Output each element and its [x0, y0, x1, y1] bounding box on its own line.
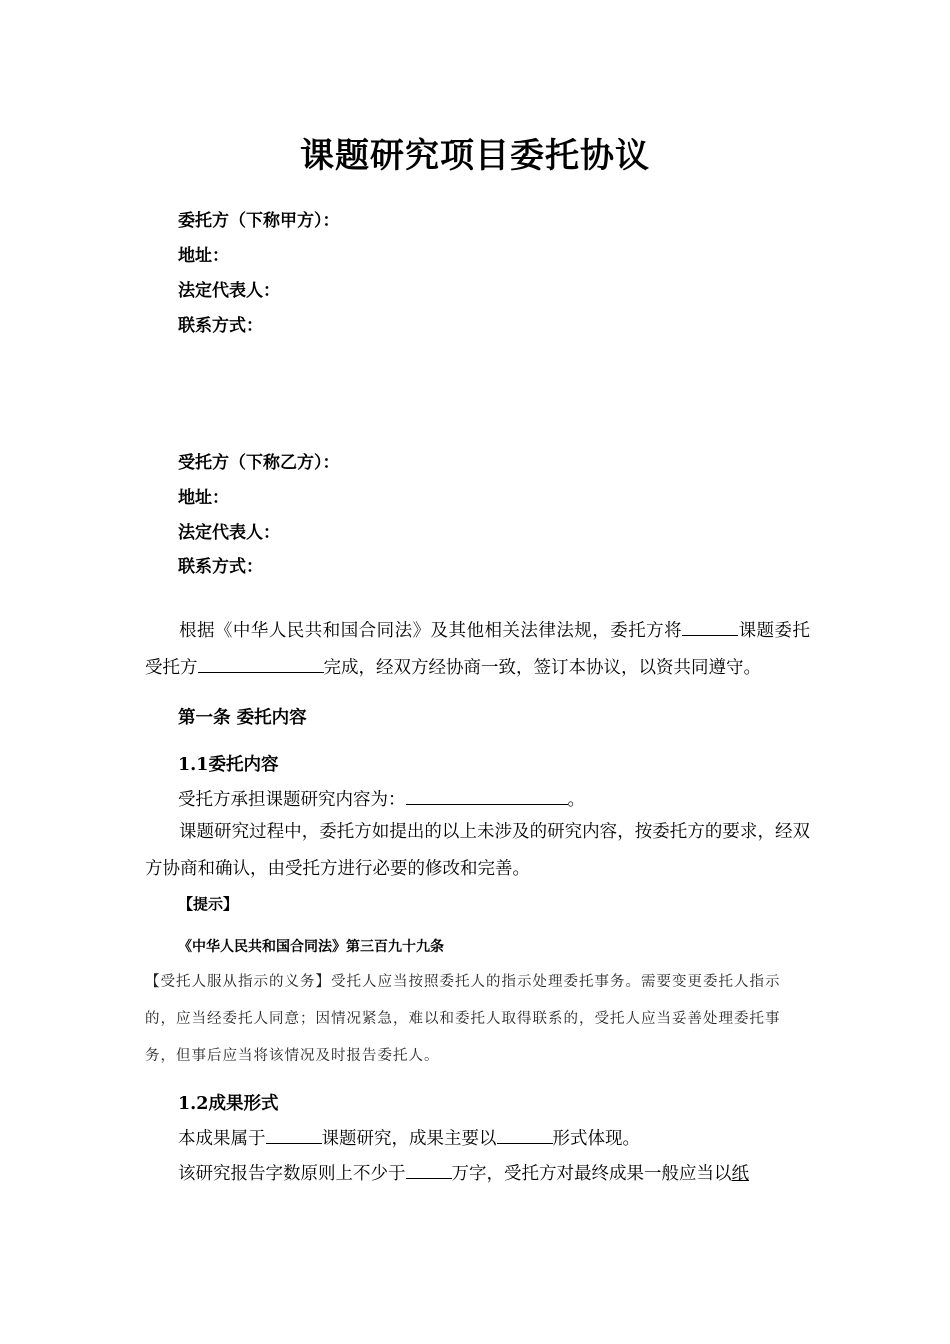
section-1-2-line2: [178, 1160, 749, 1185]
s12-line2-a: 该研究报告字数原则上不少于: [178, 1164, 406, 1184]
tip-law-text: 【受托人服从指示的义务】受托人应当按照委托人的指示处理委托事务。需要变更委托人指示的，应当经委托人同意；因情况紧急，难以和委托人取得联系的，受托人应当妥善处理委托事务，但事后应当将该情况及时报告委托人。: [145, 974, 781, 1064]
s12-line1-b: 课题研究，成果主要以: [321, 1129, 497, 1149]
preamble-part3: 完成，经双方经协商一致，签订本协议，以资共同遵守。: [323, 658, 761, 678]
party-a-heading: 委托方（下称甲方）：: [178, 211, 340, 231]
blank-topic[interactable]: [682, 617, 738, 636]
blank-research-content[interactable]: [406, 786, 568, 805]
party-b-representative: 法定代表人：: [178, 523, 280, 543]
section-1-2-line1: [178, 1125, 640, 1150]
tip-law-reference: 《中华人民共和国合同法》第三百九十九条: [178, 939, 444, 955]
document-title: 课题研究项目委托协议: [300, 136, 650, 176]
preamble-paragraph: [145, 613, 810, 687]
preamble-part2: 课题委托受托方: [145, 621, 810, 678]
section-1-1-heading: 1.1委托内容: [178, 755, 279, 775]
s12-line1-a: 本成果属于: [178, 1129, 266, 1149]
blank-word-count[interactable]: [406, 1160, 452, 1179]
preamble-part1: 根据《中华人民共和国合同法》及其他相关法律法规，委托方将: [179, 621, 683, 641]
tip-label: 【提示】: [178, 895, 239, 913]
s11-prefix: 受托方承担课题研究内容为：: [178, 790, 406, 810]
party-a-address: 地址：: [178, 246, 229, 266]
party-b-heading: 受托方（下称乙方）：: [178, 453, 340, 473]
party-a-representative: 法定代表人：: [178, 281, 280, 301]
s12-line2-c: 纸: [731, 1164, 749, 1184]
blank-trustee[interactable]: [198, 654, 324, 673]
party-b-address: 地址：: [178, 488, 229, 508]
party-b-contact: 联系方式：: [178, 557, 263, 577]
blank-research-type[interactable]: [266, 1125, 322, 1144]
section-1-1-paragraph2: 课题研究过程中，委托方如提出的以上未涉及的研究内容，按委托方的要求，经双方协商和确认，由受托方进行必要的修改和完善。: [145, 822, 810, 879]
blank-result-form[interactable]: [497, 1125, 553, 1144]
article1-heading: 第一条 委托内容: [178, 708, 307, 728]
section-1-2-heading: 1.2成果形式: [178, 1094, 279, 1114]
section-1-1-line1: [178, 786, 585, 811]
s12-line1-c: 形式体现。: [552, 1129, 640, 1149]
party-a-contact: 联系方式：: [178, 316, 263, 336]
s11-suffix: 。: [567, 790, 585, 810]
s12-line2-b: 万字，受托方对最终成果一般应当以: [451, 1164, 732, 1184]
